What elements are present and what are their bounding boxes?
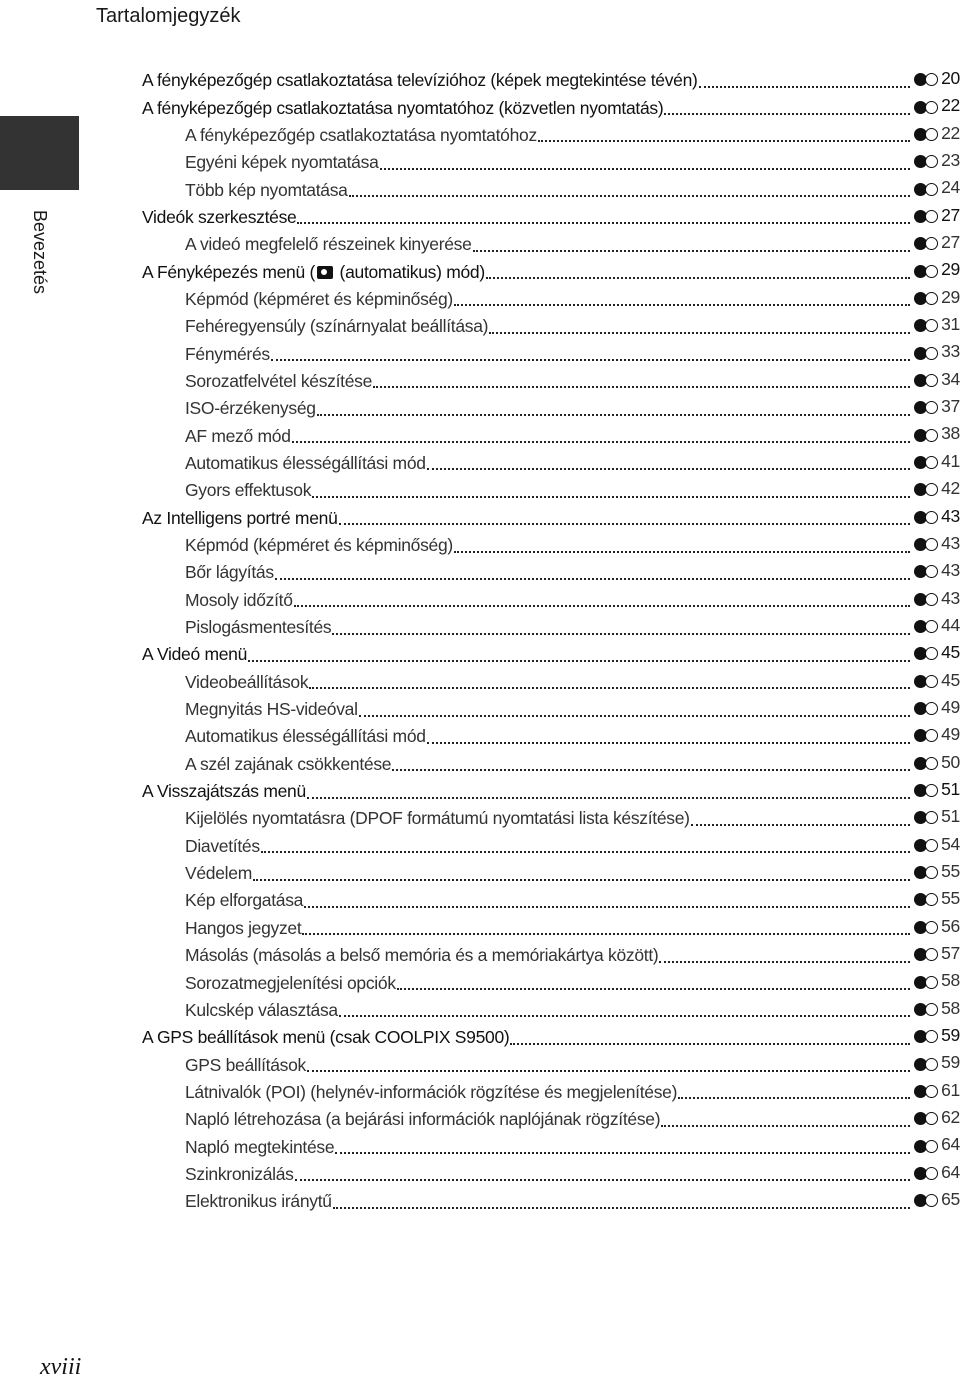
camera-icon bbox=[317, 266, 333, 279]
toc-leader-dots bbox=[427, 742, 910, 744]
toc-entry-title: AF mező mód bbox=[185, 425, 291, 446]
toc-entry[interactable] bbox=[142, 639, 960, 666]
toc-entry-page bbox=[914, 995, 960, 1022]
toc-leader-dots bbox=[392, 769, 910, 771]
toc-entry-title: A szél zajának csökkentése bbox=[185, 753, 392, 774]
toc-leader-dots bbox=[275, 578, 910, 580]
reference-section-icon bbox=[914, 1057, 940, 1072]
toc-entry-title: Kijelölés nyomtatásra (DPOF formátumú nyomtatási lista készítése) bbox=[185, 808, 690, 829]
toc-leader-dots bbox=[317, 414, 910, 416]
toc-page-number: 57 bbox=[941, 943, 960, 963]
reference-section-icon bbox=[914, 975, 940, 990]
toc-entry-page bbox=[914, 92, 960, 119]
reference-section-icon bbox=[914, 1111, 940, 1126]
toc-entry-page bbox=[914, 284, 960, 311]
toc-entry-page bbox=[914, 776, 960, 803]
toc-entry[interactable] bbox=[142, 1186, 960, 1213]
reference-section-icon bbox=[914, 1139, 940, 1154]
toc-entry[interactable] bbox=[142, 120, 960, 147]
reference-section-icon bbox=[914, 920, 940, 935]
toc-entry-page bbox=[914, 557, 960, 584]
reference-section-icon bbox=[914, 564, 940, 579]
toc-entry-title: Kép elforgatása bbox=[185, 890, 304, 911]
toc-entry-title: Több kép nyomtatása bbox=[185, 179, 348, 200]
toc-entry-page bbox=[914, 311, 960, 338]
toc-leader-dots bbox=[427, 468, 910, 470]
reference-section-icon bbox=[914, 455, 940, 470]
toc-entry[interactable] bbox=[142, 776, 960, 803]
toc-leader-dots bbox=[295, 1179, 910, 1181]
toc-entry-title: Napló megtekintése bbox=[185, 1136, 335, 1157]
toc-page-number: 50 bbox=[941, 751, 960, 772]
toc-entry[interactable] bbox=[142, 913, 960, 940]
toc-entry-title: Fénymérés bbox=[185, 343, 270, 364]
toc-entry-title: Elektronikus iránytű bbox=[185, 1191, 332, 1212]
toc-entry-title-part: A Fényképezés menü ( bbox=[142, 261, 315, 282]
toc-leader-dots bbox=[699, 86, 911, 88]
toc-leader-dots bbox=[309, 687, 910, 689]
reference-section-icon bbox=[914, 701, 940, 716]
toc-page-number: 22 bbox=[941, 95, 960, 116]
toc-entry-page bbox=[914, 639, 960, 666]
toc-entry-title: Bőr lágyítás bbox=[185, 562, 274, 583]
toc-entry-title: Automatikus élességállítási mód bbox=[185, 452, 426, 473]
toc-page-number: 45 bbox=[941, 669, 960, 690]
toc-leader-dots bbox=[261, 851, 910, 853]
toc-entry[interactable] bbox=[142, 940, 960, 967]
reference-section-icon bbox=[914, 236, 940, 251]
toc-entry-title: A GPS beállítások menü (csak COOLPIX S9500) bbox=[142, 1027, 510, 1048]
reference-section-icon bbox=[914, 482, 940, 497]
reference-section-icon bbox=[914, 619, 940, 634]
toc-page-number: 51 bbox=[941, 806, 960, 827]
toc-entry-title: Videobeállítások bbox=[185, 671, 309, 692]
toc-entry-title: Képmód (képméret és képminőség) bbox=[185, 535, 453, 556]
toc-entry-page bbox=[914, 858, 960, 885]
toc-entry-page bbox=[914, 338, 960, 365]
toc-entry[interactable] bbox=[142, 1104, 960, 1131]
toc-entry[interactable] bbox=[142, 858, 960, 885]
toc-entry-title: Gyors effektusok bbox=[185, 480, 312, 501]
toc-leader-dots bbox=[271, 359, 910, 361]
page-number: xviii bbox=[40, 1354, 82, 1380]
toc-entry-page bbox=[914, 1022, 960, 1049]
toc-entry-page bbox=[914, 1049, 960, 1076]
toc-entry-title: Hangos jegyzet bbox=[185, 917, 302, 938]
toc-leader-dots bbox=[307, 797, 910, 799]
toc-entry[interactable] bbox=[142, 557, 960, 584]
toc-entry-page bbox=[914, 913, 960, 940]
toc-leader-dots bbox=[335, 1152, 910, 1154]
toc-entry-title: Az Intelligens portré menü bbox=[142, 507, 338, 528]
toc-page-number: 64 bbox=[941, 1134, 960, 1155]
toc-page-number: 34 bbox=[941, 368, 960, 389]
toc-page-number: 41 bbox=[941, 450, 960, 471]
toc-entry[interactable] bbox=[142, 475, 960, 502]
toc-leader-dots bbox=[664, 113, 910, 115]
toc-page-number: 56 bbox=[941, 915, 960, 936]
reference-section-icon bbox=[914, 346, 940, 361]
toc-page-number: 59 bbox=[941, 1052, 960, 1073]
toc-leader-dots bbox=[292, 441, 911, 443]
toc-entry-title: Szinkronizálás bbox=[185, 1163, 294, 1184]
toc-entry-page bbox=[914, 448, 960, 475]
toc-entry[interactable] bbox=[142, 1159, 960, 1186]
reference-section-icon bbox=[914, 1002, 940, 1017]
reference-section-icon bbox=[914, 127, 940, 142]
toc-entry-page bbox=[914, 420, 960, 447]
toc-entry[interactable] bbox=[142, 366, 960, 393]
toc-entry-title: Pislogásmentesítés bbox=[185, 617, 332, 638]
toc-entry-page bbox=[914, 202, 960, 229]
toc-entry[interactable] bbox=[142, 393, 960, 420]
toc-page-number: 58 bbox=[941, 997, 960, 1018]
reference-section-icon bbox=[914, 510, 940, 525]
toc-entry-title: A Visszajátszás menü bbox=[142, 781, 306, 802]
reference-section-icon bbox=[914, 373, 940, 388]
toc-page-number: 42 bbox=[941, 478, 960, 499]
toc-entry[interactable] bbox=[142, 585, 960, 612]
reference-section-icon bbox=[914, 1084, 940, 1099]
toc-entry[interactable] bbox=[142, 229, 960, 256]
reference-section-icon bbox=[914, 537, 940, 552]
toc-leader-dots bbox=[312, 496, 910, 498]
toc-entry[interactable] bbox=[142, 612, 960, 639]
page-title: Tartalomjegyzék bbox=[96, 5, 241, 27]
toc-page-number: 61 bbox=[941, 1079, 960, 1100]
toc-entry-title: Mosoly időzítő bbox=[185, 589, 293, 610]
toc-page-number: 43 bbox=[941, 532, 960, 553]
toc-page-number: 64 bbox=[941, 1161, 960, 1182]
toc-entry-page bbox=[914, 229, 960, 256]
reference-section-icon bbox=[914, 783, 940, 798]
reference-section-icon bbox=[914, 428, 940, 443]
toc-entry-title: Egyéni képek nyomtatása bbox=[185, 152, 379, 173]
toc-page-number: 43 bbox=[941, 587, 960, 608]
toc-entry-page bbox=[914, 585, 960, 612]
toc-page-number: 45 bbox=[941, 642, 960, 663]
toc-entry-title: Védelem bbox=[185, 863, 252, 884]
toc-entry-page bbox=[914, 503, 960, 530]
toc-leader-dots bbox=[294, 605, 910, 607]
toc-entry[interactable] bbox=[142, 967, 960, 994]
toc-entry-page bbox=[914, 667, 960, 694]
toc-entry-title: ISO-érzékenység bbox=[185, 398, 316, 419]
toc-page-number: 62 bbox=[941, 1107, 960, 1128]
reference-section-icon bbox=[914, 947, 940, 962]
toc-page-number: 23 bbox=[941, 150, 960, 171]
toc-entry[interactable] bbox=[142, 202, 960, 229]
toc-entry-title: Sorozatmegjelenítési opciók bbox=[185, 972, 396, 993]
toc-leader-dots bbox=[339, 523, 911, 525]
reference-section-icon bbox=[914, 72, 940, 87]
toc-leader-dots bbox=[380, 168, 911, 170]
toc-entry[interactable] bbox=[142, 311, 960, 338]
toc-leader-dots bbox=[454, 551, 910, 553]
toc-entry-title: Diavetítés bbox=[185, 835, 260, 856]
toc-leader-dots bbox=[373, 386, 910, 388]
toc-page-number: 31 bbox=[941, 314, 960, 335]
toc-leader-dots bbox=[678, 1097, 910, 1099]
toc-entry-page bbox=[914, 1131, 960, 1158]
toc-leader-dots bbox=[486, 277, 910, 279]
toc-entry[interactable] bbox=[142, 530, 960, 557]
toc-entry-page bbox=[914, 120, 960, 147]
toc-entry[interactable] bbox=[142, 174, 960, 201]
toc-leader-dots bbox=[302, 933, 910, 935]
toc-page-number: 43 bbox=[941, 505, 960, 526]
toc-leader-dots bbox=[454, 304, 910, 306]
reference-section-icon bbox=[914, 838, 940, 853]
toc-page-number: 44 bbox=[941, 614, 960, 635]
toc-leader-dots bbox=[397, 988, 910, 990]
reference-section-icon bbox=[914, 810, 940, 825]
toc-entry-page bbox=[914, 256, 960, 283]
toc-entry[interactable] bbox=[142, 503, 960, 530]
toc-page-number: 29 bbox=[941, 259, 960, 280]
toc-page-number: 20 bbox=[941, 68, 960, 88]
toc-entry-page bbox=[914, 803, 960, 830]
reference-section-icon bbox=[914, 646, 940, 661]
toc-page-number: 58 bbox=[941, 970, 960, 991]
toc-leader-dots bbox=[304, 906, 910, 908]
reference-section-icon bbox=[914, 291, 940, 306]
toc-entry[interactable] bbox=[142, 1131, 960, 1158]
reference-section-icon bbox=[914, 264, 940, 279]
toc-entry[interactable] bbox=[142, 885, 960, 912]
toc-leader-dots bbox=[359, 715, 910, 717]
toc-entry-page bbox=[914, 940, 960, 967]
toc-page-number: 55 bbox=[941, 860, 960, 881]
reference-section-icon bbox=[914, 182, 940, 197]
toc-entry[interactable] bbox=[142, 667, 960, 694]
reference-section-icon bbox=[914, 154, 940, 169]
toc-entry[interactable] bbox=[142, 749, 960, 776]
toc-page-number: 51 bbox=[941, 778, 960, 799]
toc-entry[interactable] bbox=[142, 92, 960, 119]
toc-entry-title: GPS beállítások bbox=[185, 1054, 306, 1075]
toc-entry[interactable] bbox=[142, 1077, 960, 1104]
toc-leader-dots bbox=[691, 824, 910, 826]
toc-page-number: 59 bbox=[941, 1025, 960, 1046]
toc-page-number: 49 bbox=[941, 696, 960, 717]
toc-entry[interactable] bbox=[142, 448, 960, 475]
toc-entry-title: A fényképezőgép csatlakoztatása nyomtatóhoz bbox=[185, 124, 537, 145]
toc-entry-page bbox=[914, 147, 960, 174]
toc-entry[interactable] bbox=[142, 65, 960, 92]
toc-entry-page bbox=[914, 694, 960, 721]
toc-entry-page bbox=[914, 749, 960, 776]
toc-leader-dots bbox=[339, 1015, 910, 1017]
reference-section-icon bbox=[914, 1166, 940, 1181]
toc-entry-page bbox=[914, 475, 960, 502]
toc-page-number: 24 bbox=[941, 177, 960, 198]
toc-entry[interactable] bbox=[142, 420, 960, 447]
toc-entry-title: A fényképezőgép csatlakoztatása televízióhoz (képek megtekintése tévén) bbox=[142, 70, 698, 91]
toc-page-number: 33 bbox=[941, 341, 960, 362]
toc-leader-dots bbox=[333, 1207, 910, 1209]
toc-entry[interactable] bbox=[142, 995, 960, 1022]
toc-page-number: 27 bbox=[941, 204, 960, 225]
toc-entry-page bbox=[914, 393, 960, 420]
toc-leader-dots bbox=[349, 195, 911, 197]
toc-entry-title: Fehéregyensúly (színárnyalat beállítása) bbox=[185, 316, 489, 337]
toc-leader-dots bbox=[661, 1125, 910, 1127]
toc-leader-dots bbox=[248, 660, 910, 662]
toc-entry-page bbox=[914, 1104, 960, 1131]
reference-section-icon bbox=[914, 209, 940, 224]
toc-entry-page bbox=[914, 174, 960, 201]
toc-entry-page bbox=[914, 967, 960, 994]
toc-page-number: 37 bbox=[941, 396, 960, 417]
toc-entry-title: Megnyitás HS-videóval bbox=[185, 699, 358, 720]
toc-leader-dots bbox=[297, 222, 910, 224]
toc-entry-page bbox=[914, 1077, 960, 1104]
toc-entry-title: Sorozatfelvétel készítése bbox=[185, 370, 373, 391]
toc-page-number: 65 bbox=[941, 1189, 960, 1210]
reference-section-icon bbox=[914, 892, 940, 907]
toc-page-number: 27 bbox=[941, 232, 960, 253]
table-of-contents bbox=[142, 65, 960, 1213]
toc-entry-title: A videó megfelelő részeinek kinyerése bbox=[185, 234, 472, 255]
reference-section-icon bbox=[914, 674, 940, 689]
toc-entry[interactable] bbox=[142, 147, 960, 174]
toc-page-number: 22 bbox=[941, 122, 960, 143]
toc-entry-title-part: (automatikus) mód) bbox=[334, 261, 485, 282]
toc-entry-page bbox=[914, 721, 960, 748]
toc-entry-page bbox=[914, 530, 960, 557]
toc-entry[interactable] bbox=[142, 284, 960, 311]
reference-section-icon bbox=[914, 865, 940, 880]
toc-entry-title: Napló létrehozása (a bejárási információk naplójának rögzítése) bbox=[185, 1109, 661, 1130]
toc-page-number: 49 bbox=[941, 724, 960, 745]
toc-entry-title: Látnivalók (POI) (helynév-információk rögzítése és megjelenítése) bbox=[185, 1081, 678, 1102]
reference-section-icon bbox=[914, 1193, 940, 1208]
toc-page-number: 54 bbox=[941, 833, 960, 854]
toc-leader-dots bbox=[332, 633, 910, 635]
toc-page-number: 38 bbox=[941, 423, 960, 444]
toc-entry-title: Másolás (másolás a belső memória és a memóriakártya között) bbox=[185, 945, 659, 966]
reference-section-icon bbox=[914, 318, 940, 333]
toc-entry-page bbox=[914, 885, 960, 912]
section-tab-marker bbox=[0, 116, 79, 190]
reference-section-icon bbox=[914, 1029, 940, 1044]
toc-entry-page bbox=[914, 65, 960, 92]
toc-leader-dots bbox=[473, 250, 911, 252]
toc-entry[interactable] bbox=[142, 721, 960, 748]
section-tab-label: Bevezetés bbox=[30, 210, 50, 295]
toc-entry-title: A Videó menü bbox=[142, 644, 248, 665]
toc-entry-page bbox=[914, 831, 960, 858]
toc-leader-dots bbox=[253, 879, 910, 881]
toc-entry-page bbox=[914, 612, 960, 639]
toc-page-number: 29 bbox=[941, 286, 960, 307]
reference-section-icon bbox=[914, 100, 940, 115]
toc-entry-title: Képmód (képméret és képminőség) bbox=[185, 288, 453, 309]
toc-leader-dots bbox=[307, 1070, 910, 1072]
toc-entry[interactable] bbox=[142, 1049, 960, 1076]
toc-entry[interactable] bbox=[142, 803, 960, 830]
toc-entry-page bbox=[914, 1159, 960, 1186]
toc-page-number: 43 bbox=[941, 560, 960, 581]
toc-entry[interactable] bbox=[142, 1022, 960, 1049]
toc-leader-dots bbox=[489, 332, 910, 334]
toc-entry-page bbox=[914, 366, 960, 393]
toc-leader-dots bbox=[510, 1043, 910, 1045]
reference-section-icon bbox=[914, 728, 940, 743]
reference-section-icon bbox=[914, 756, 940, 771]
reference-section-icon bbox=[914, 592, 940, 607]
toc-entry-title: A fényképezőgép csatlakoztatása nyomtatóhoz (közvetlen nyomtatás) bbox=[142, 97, 664, 118]
toc-page-number: 55 bbox=[941, 888, 960, 909]
toc-entry[interactable] bbox=[142, 256, 960, 283]
toc-leader-dots bbox=[659, 961, 910, 963]
toc-entry-title bbox=[142, 259, 485, 286]
toc-entry-title: Automatikus élességállítási mód bbox=[185, 726, 426, 747]
toc-leader-dots bbox=[538, 140, 910, 142]
toc-entry-title: Videók szerkesztése bbox=[142, 206, 297, 227]
toc-entry-page bbox=[914, 1186, 960, 1213]
toc-entry[interactable] bbox=[142, 338, 960, 365]
toc-entry-title: Kulcskép választása bbox=[185, 999, 338, 1020]
reference-section-icon bbox=[914, 400, 940, 415]
toc-entry[interactable] bbox=[142, 831, 960, 858]
toc-entry[interactable] bbox=[142, 694, 960, 721]
